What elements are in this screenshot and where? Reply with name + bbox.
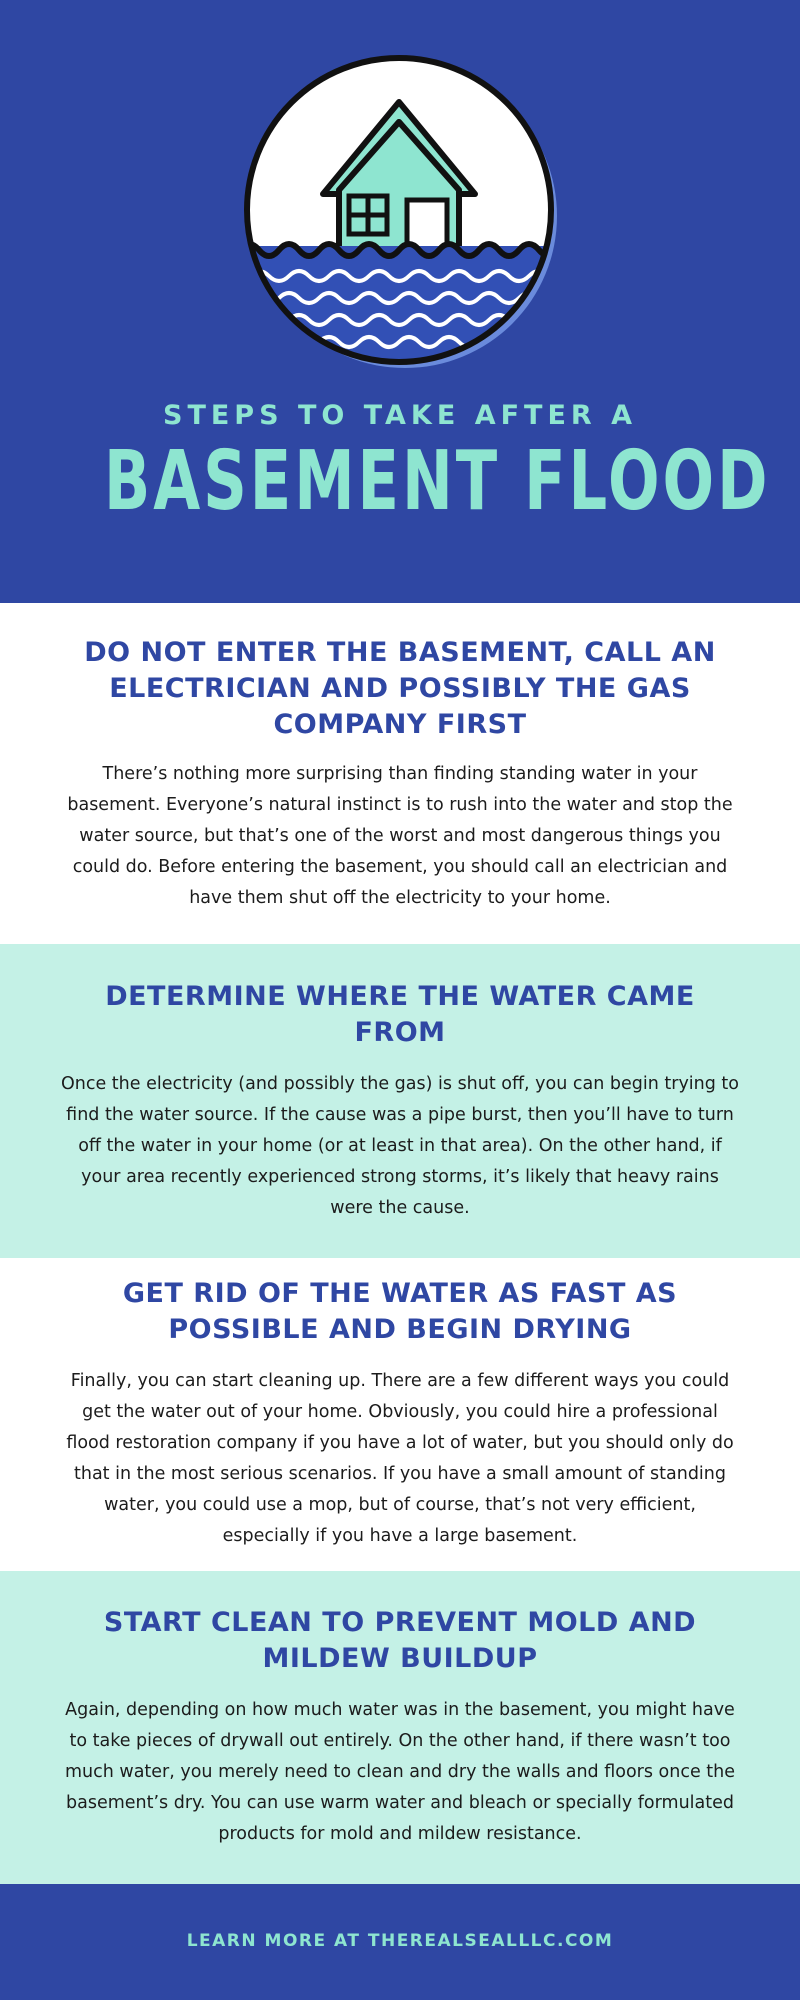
- step-section-1: [0, 603, 800, 944]
- hero-kicker: STEPS TO TAKE AFTER A: [163, 400, 637, 431]
- step-heading: GET RID OF THE WATER AS FAST AS POSSIBLE AND BEGIN DRYING: [122, 1278, 678, 1345]
- step-section-4: [0, 1571, 800, 1884]
- learn-more-link[interactable]: LEARN MORE AT THEREALSEALLLC.COM: [186, 1931, 614, 1951]
- step-section-3: [0, 1258, 800, 1571]
- step-body: Again, depending on how much water was in the basement, you might have to take pieces of drywall out entirely. On the other hand, if there wasn’t too much water, you merely need to clean and dry the walls and floors once the basement’s dry. You can use warm water and bleach or specially formulated products for mold and mildew resistance.: [64, 1700, 736, 1844]
- step-body: Finally, you can start cleaning up. There are a few different ways you could get the water out of your home. Obviously, you could hire a professional flood restoration company if you have a lot of water, but you should only do that in the most serious scenarios. If you have a small amount of standing water, you could use a mop, but of course, that’s not very efficient, especially if you have a large basement.: [66, 1371, 734, 1546]
- hero-title: BASEMENT FLOOD: [104, 434, 771, 529]
- step-section-2: [0, 944, 800, 1258]
- step-body: Once the electricity (and possibly the gas) is shut off, you can begin trying to find the water source. If the cause was a pipe burst, then you’ll have to turn off the water in your home (or at least in that area). On the other hand, if your area recently experienced strong storms, it’s likely that heavy rains were the cause.: [60, 1074, 739, 1218]
- footer: [0, 1884, 800, 2000]
- step-body: There’s nothing more surprising than finding standing water in your basement. Everyone’s natural instinct is to rush into the water and stop the water source, but that’s one of the worst and most dangerous things you could do. Before entering the basement, you should call an electrician and have them shut off the electricity to your home.: [67, 764, 733, 908]
- step-heading: START CLEAN TO PREVENT MOLD AND MILDEW BUILDUP: [103, 1607, 697, 1674]
- hero-banner: [0, 0, 800, 603]
- step-heading: DO NOT ENTER THE BASEMENT, CALL AN ELECTRICIAN AND POSSIBLY THE GAS COMPANY FIRST: [84, 637, 716, 740]
- flooded-house-icon: [239, 50, 559, 370]
- step-heading: DETERMINE WHERE THE WATER CAME FROM: [105, 981, 695, 1048]
